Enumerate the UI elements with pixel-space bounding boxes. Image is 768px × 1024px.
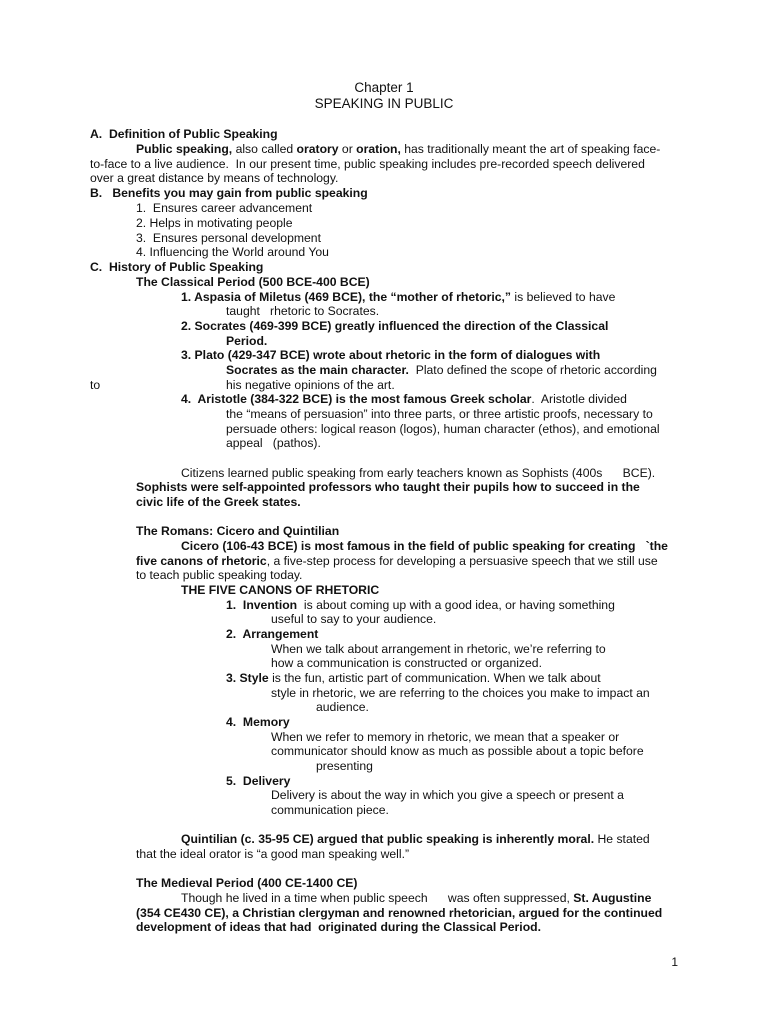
classical-item-3: 3. Plato (429-347 BCE) wrote about rhetoric in the form of dialogues with <box>181 348 601 362</box>
section-b-heading: B. Benefits you may gain from public speaking <box>90 186 368 200</box>
canon-3-cont-2: audience. <box>316 700 369 714</box>
canon-2: 2. Arrangement <box>226 627 319 641</box>
section-a-line-3: over a great distance by means of technology. <box>90 171 339 185</box>
romans-heading: The Romans: Cicero and Quintilian <box>136 524 340 538</box>
section-a-line-1: Public speaking, also called oratory or oration, has traditionally meant the art of speaking face- <box>136 142 661 156</box>
quintilian-line-1: Quintilian (c. 35-95 CE) argued that public speaking is inherently moral. He stated <box>181 832 650 846</box>
section-a-line-2: to-face to a live audience. In our present time, public speaking includes pre-recorded speech delivered <box>90 157 645 171</box>
classical-item-4-cont-3: appeal (pathos). <box>226 436 321 450</box>
section-c-heading: C. History of Public Speaking <box>90 260 264 274</box>
canon-2-cont-2: how a communication is constructed or organized. <box>271 656 542 670</box>
canon-4-cont-3: presenting <box>316 759 373 773</box>
classical-item-3-cont: Socrates as the main character. Plato defined the scope of rhetoric according <box>226 363 657 377</box>
canon-5: 5. Delivery <box>226 774 291 788</box>
medieval-heading: The Medieval Period (400 CE-1400 CE) <box>136 876 358 890</box>
page-title: SPEAKING IN PUBLIC <box>314 96 454 111</box>
cicero-line-1: Cicero (106-43 BCE) is most famous in the field of public speaking for creating `the <box>181 539 668 553</box>
canon-1: 1. Invention is about coming up with a good idea, or having something <box>226 598 615 612</box>
quintilian-line-2: that the ideal orator is “a good man speaking well.” <box>136 847 410 861</box>
canon-3: 3. Style is the fun, artistic part of communication. When we talk about <box>226 671 601 685</box>
classical-item-4-cont: the “means of persuasion” into three parts, or three artistic proofs, necessary to <box>226 407 653 421</box>
classical-item-4: 4. Aristotle (384-322 BCE) is the most famous Greek scholar. Aristotle divided <box>181 392 627 406</box>
page-number: 1 <box>671 955 678 969</box>
medieval-line-1: Though he lived in a time when public speech was often suppressed, St. Augustine <box>181 891 652 905</box>
medieval-line-3: development of ideas that had originated during the Classical Period. <box>136 920 541 934</box>
canon-4-cont: When we refer to memory in rhetoric, we mean that a speaker or <box>271 730 620 744</box>
list-item: 1. Ensures career advancement <box>136 201 313 215</box>
list-item: 3. Ensures personal development <box>136 231 321 245</box>
classical-item-2-cont: Period. <box>226 334 268 348</box>
classical-item-3-cont-2: his negative opinions of the art. <box>226 378 395 392</box>
canon-5-cont: Delivery is about the way in which you give a speech or present a <box>271 788 624 802</box>
canon-3-cont: style in rhetoric, we are referring to the choices you make to impact an <box>271 686 650 700</box>
cicero-line-3: to teach public speaking today. <box>136 568 303 582</box>
sophists-line-3: civic life of the Greek states. <box>136 495 301 509</box>
medieval-line-2: (354 CE430 CE), a Christian clergyman and renowned rhetorician, argued for the continued <box>136 906 663 920</box>
list-item: 4. Influencing the World around You <box>136 245 329 259</box>
classical-heading: The Classical Period (500 BCE-400 BCE) <box>136 275 370 289</box>
classical-item-2: 2. Socrates (469-399 BCE) greatly influenced the direction of the Classical <box>181 319 609 333</box>
classical-item-1: 1. Aspasia of Miletus (469 BCE), the “mother of rhetoric,” is believed to have <box>181 290 616 304</box>
canon-5-cont-2: communication piece. <box>271 803 389 817</box>
stray-to: to <box>90 378 101 392</box>
chapter-number: Chapter 1 <box>354 80 414 95</box>
cicero-line-2: five canons of rhetoric, a five-step process for developing a persuasive speech that we still use <box>136 554 658 568</box>
canon-1-cont: useful to say to your audience. <box>271 612 437 626</box>
list-item: 2. Helps in motivating people <box>136 216 293 230</box>
canons-heading: THE FIVE CANONS OF RHETORIC <box>181 583 380 597</box>
classical-item-4-cont-2: persuade others: logical reason (logos), human character (ethos), and emotional <box>226 422 660 436</box>
sophists-line-2: Sophists were self-appointed professors who taught their pupils how to succeed in the <box>136 480 640 494</box>
section-a-heading: A. Definition of Public Speaking <box>90 127 278 141</box>
canon-2-cont: When we talk about arrangement in rhetoric, we’re referring to <box>271 642 606 656</box>
sophists-line-1: Citizens learned public speaking from early teachers known as Sophists (400s BCE). <box>181 466 656 480</box>
classical-item-1-cont: taught rhetoric to Socrates. <box>226 304 380 318</box>
canon-4-cont-2: communicator should know as much as possible about a topic before <box>271 744 644 758</box>
canon-4: 4. Memory <box>226 715 290 729</box>
